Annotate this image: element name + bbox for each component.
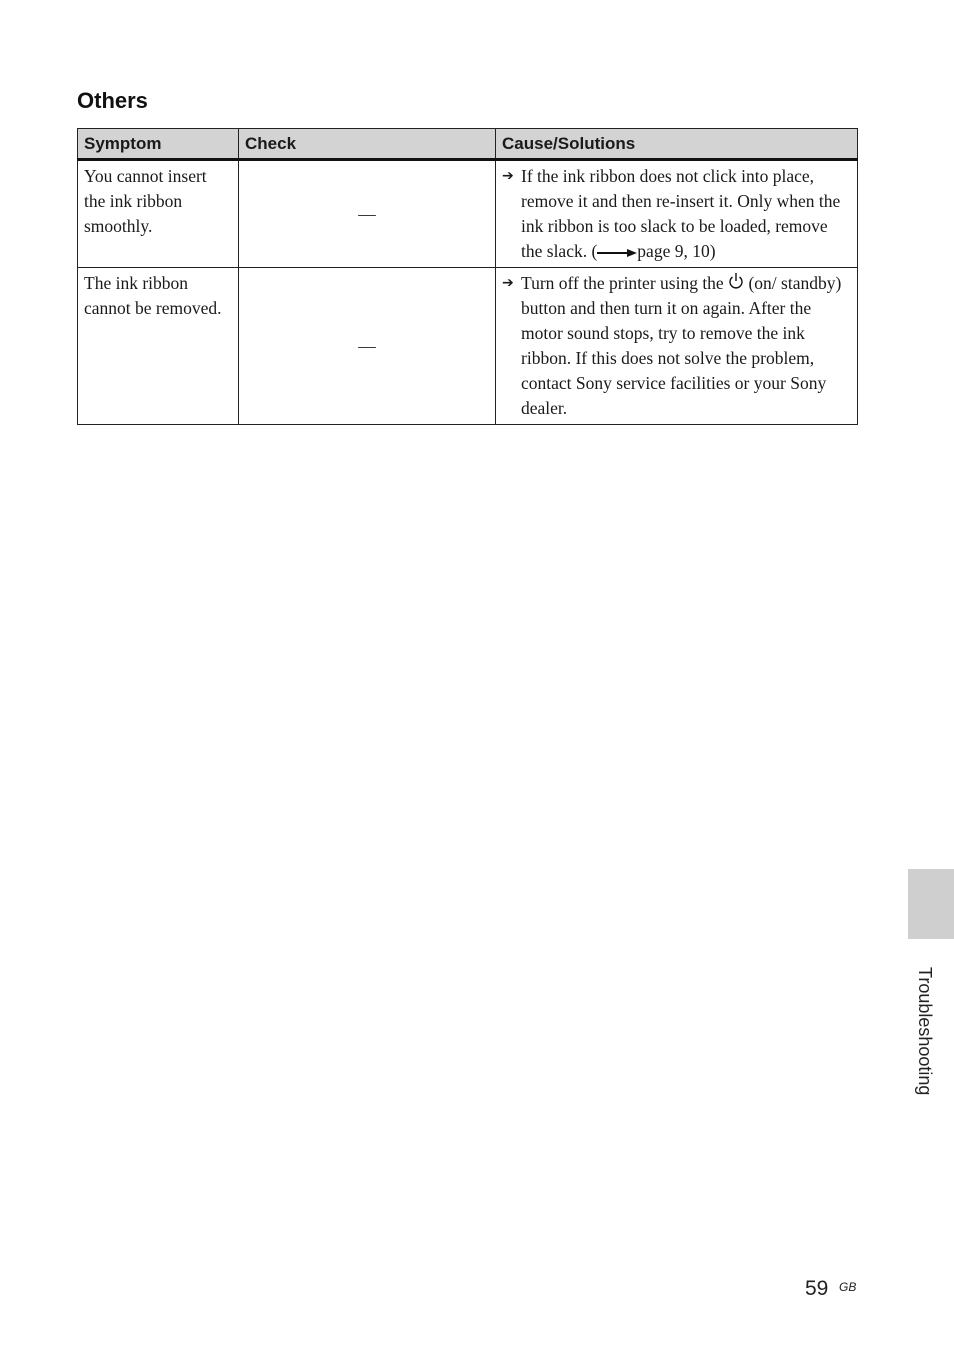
solution-cell xyxy=(496,160,858,268)
table-row xyxy=(78,268,858,425)
header-symptom: Symptom xyxy=(78,129,239,160)
symptom-cell: The ink ribbon cannot be removed. xyxy=(78,268,239,425)
troubleshooting-table xyxy=(77,128,858,425)
header-check: Check xyxy=(239,129,496,160)
check-cell: — xyxy=(239,160,496,268)
arrow-right-icon: ➔ xyxy=(502,168,514,184)
section-heading: Others xyxy=(77,88,148,113)
solution-text: If the ink ribbon does not click into place, remove it and then re-insert it. Only when the ink ribbon is too slack to be loaded, remove the slack. ( xyxy=(521,166,841,261)
page-language-suffix: GB xyxy=(839,1280,857,1294)
solution-page-reference: page 9, 10) xyxy=(637,241,716,261)
power-standby-icon xyxy=(728,272,744,290)
page-number: 59 xyxy=(805,1277,829,1300)
page-reference-arrow-icon xyxy=(597,248,637,258)
table-header-row xyxy=(78,129,858,160)
section-side-tab xyxy=(908,869,954,939)
solution-cell xyxy=(496,268,858,425)
header-cause-solutions: Cause/Solutions xyxy=(496,129,858,160)
check-cell: — xyxy=(239,268,496,425)
solution-text-end: (on/ standby) button and then turn it on again. After the motor sound stops, try to remove the ink ribbon. If this does not solve the problem, contact Sony service facilities or your Sony dealer. xyxy=(521,273,842,418)
arrow-right-icon: ➔ xyxy=(502,275,514,291)
symptom-cell: You cannot insert the ink ribbon smoothly. xyxy=(78,160,239,268)
table-row xyxy=(78,160,858,268)
section-side-label: Troubleshooting xyxy=(915,967,935,1096)
solution-text-start: Turn off the printer using the xyxy=(521,273,724,293)
